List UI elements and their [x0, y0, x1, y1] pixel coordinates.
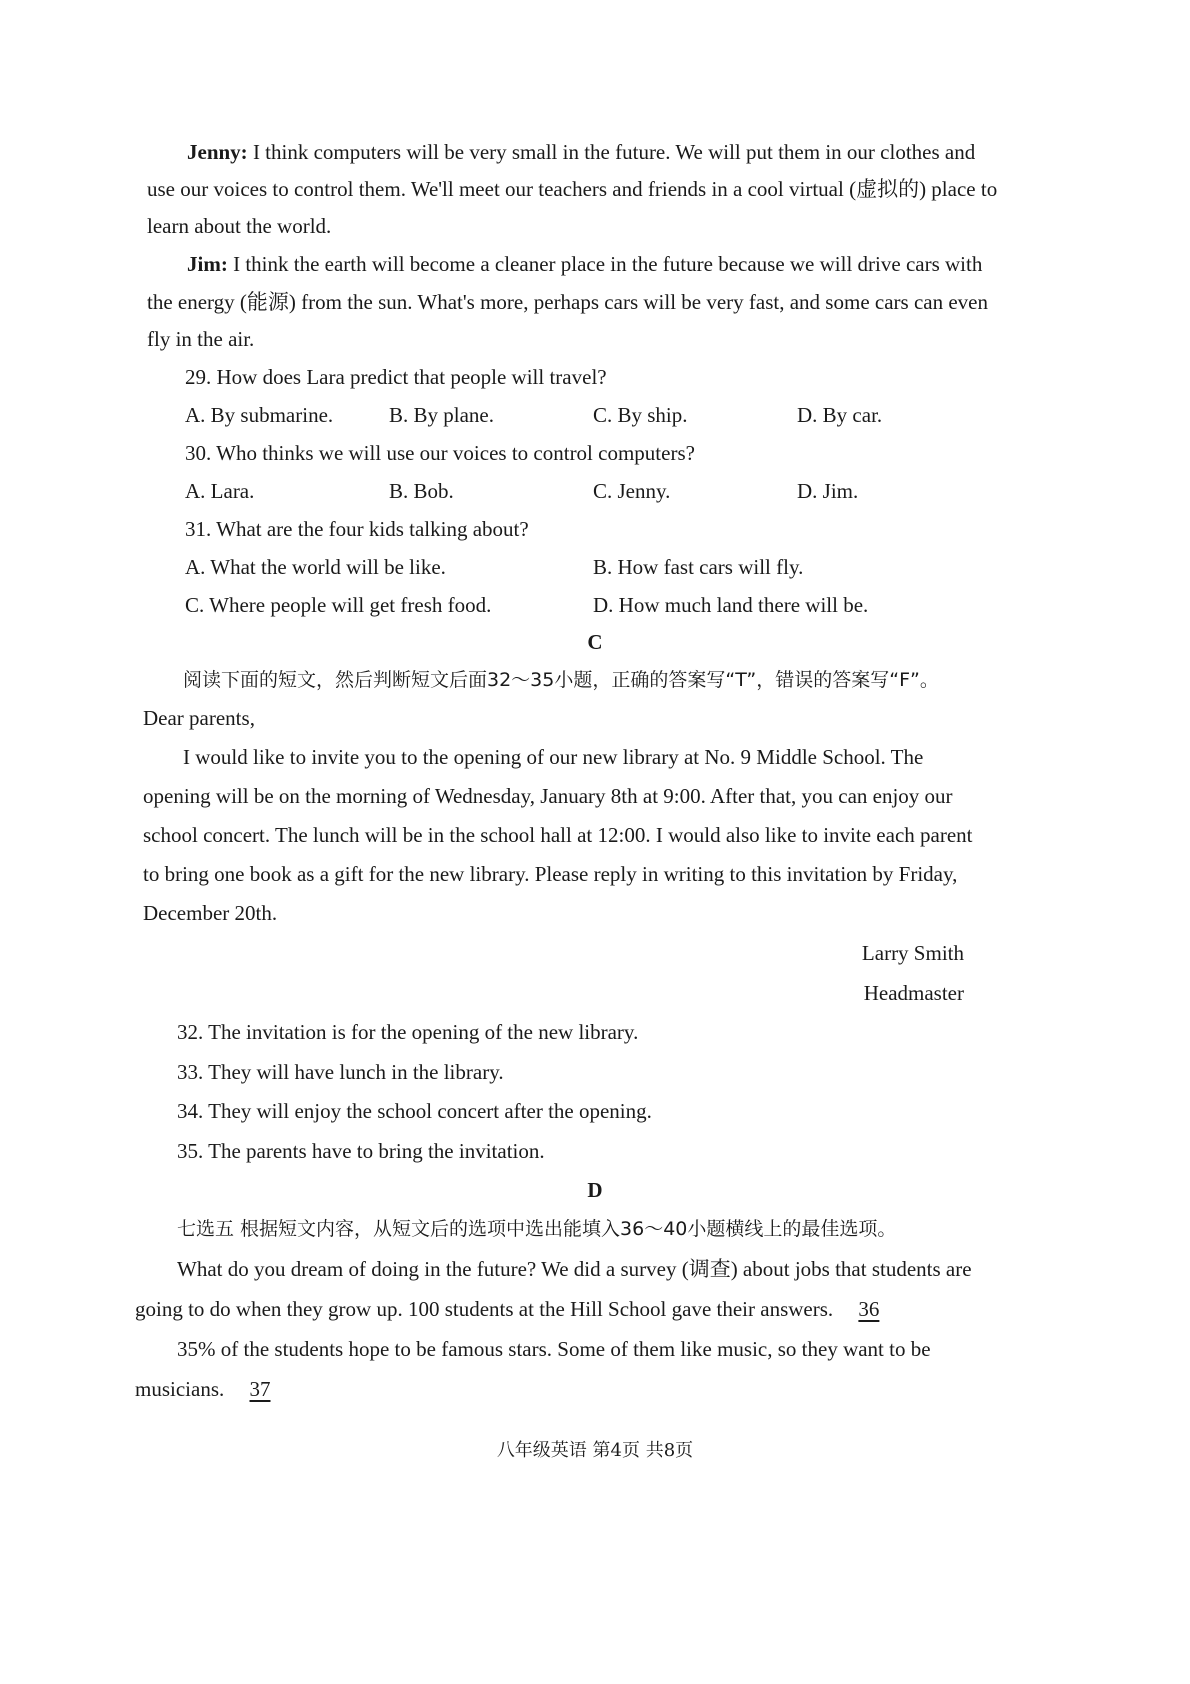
question-30-stem: 30. Who thinks we will use our voices to control computers?	[185, 441, 695, 465]
question-29-stem: 29. How does Lara predict that people will travel?	[185, 365, 607, 389]
blank-36[interactable]: 36	[858, 1297, 880, 1321]
q31-option-c: C. Where people will get fresh food.	[185, 593, 492, 617]
jim-line-1	[187, 250, 982, 278]
para-d2-line-2	[135, 1375, 285, 1403]
letter-salutation: Dear parents,	[143, 706, 255, 730]
q29-option-d: D. By car.	[797, 403, 883, 427]
section-d-heading: D	[587, 1178, 603, 1202]
question-31-stem: 31. What are the four kids talking about?	[185, 517, 529, 541]
q30-option-a: A. Lara.	[185, 479, 255, 503]
jim-text-1: I think the earth will become a cleaner place in the future because we will drive cars with	[227, 252, 983, 276]
statement-35: 35. The parents have to bring the invitation.	[177, 1139, 545, 1163]
page-footer: 八年级英语 第4页 共8页	[496, 1440, 694, 1461]
q30-option-d: D. Jim.	[797, 479, 859, 503]
para-d1-line-1: What do you dream of doing in the future? We did a survey (调查) about jobs that students are	[177, 1257, 972, 1281]
q31-option-b: B. How fast cars will fly.	[593, 555, 804, 579]
para-d1-line-2	[135, 1295, 893, 1323]
speaker-jim: Jim:	[187, 252, 228, 276]
jenny-line-2: use our voices to control them. We'll meet our teachers and friends in a cool virtual (虚拟的) place to	[147, 177, 998, 201]
q31-option-a: A. What the world will be like.	[185, 555, 446, 579]
speaker-jenny: Jenny:	[187, 140, 248, 164]
jenny-line-1	[187, 138, 975, 166]
section-d-instruction: 七选五 根据短文内容，从短文后的选项中选出能填入36～40小题横线上的最佳选项。	[177, 1218, 897, 1240]
letter-body-line-3: school concert. The lunch will be in the school hall at 12:00. I would also like to invite each parent	[143, 823, 973, 847]
q30-option-b: B. Bob.	[389, 479, 454, 503]
q29-option-a: A. By submarine.	[185, 403, 334, 427]
jenny-text-1: I think computers will be very small in the future. We will put them in our clothes and	[247, 140, 976, 164]
q29-option-b: B. By plane.	[389, 403, 494, 427]
letter-body-line-4: to bring one book as a gift for the new library. Please reply in writing to this invitation by Friday,	[143, 862, 958, 886]
q31-option-d: D. How much land there will be.	[593, 593, 869, 617]
section-c-instruction: 阅读下面的短文，然后判断短文后面32～35小题，正确的答案写“T”，错误的答案写“F”。	[183, 669, 939, 691]
letter-body-line-1: I would like to invite you to the opening of our new library at No. 9 Middle School. The	[183, 745, 924, 769]
statement-33: 33. They will have lunch in the library.	[177, 1060, 504, 1084]
para-d2-line-1: 35% of the students hope to be famous stars. Some of them like music, so they want to be	[177, 1337, 931, 1361]
statement-32: 32. The invitation is for the opening of the new library.	[177, 1020, 639, 1044]
para-d2-line-2-text: musicians.	[135, 1377, 225, 1401]
q29-option-c: C. By ship.	[593, 403, 688, 427]
jenny-line-3: learn about the world.	[147, 214, 332, 238]
blank-37[interactable]: 37	[249, 1377, 271, 1401]
letter-body-line-5: December 20th.	[143, 901, 278, 925]
q30-option-c: C. Jenny.	[593, 479, 671, 503]
jim-line-2: the energy (能源) from the sun. What's more, perhaps cars will be very fast, and some cars can even	[147, 290, 988, 314]
signature-name: Larry Smith	[861, 941, 964, 965]
letter-body-line-2: opening will be on the morning of Wednesday, January 8th at 9:00. After that, you can enjoy our	[143, 784, 953, 808]
statement-34: 34. They will enjoy the school concert after the opening.	[177, 1099, 652, 1123]
para-d1-line-2-text: going to do when they grow up. 100 students at the Hill School gave their answers.	[135, 1297, 834, 1321]
section-c-heading: C	[587, 630, 603, 654]
signature-title: Headmaster	[863, 981, 964, 1005]
jim-line-3: fly in the air.	[147, 327, 255, 351]
